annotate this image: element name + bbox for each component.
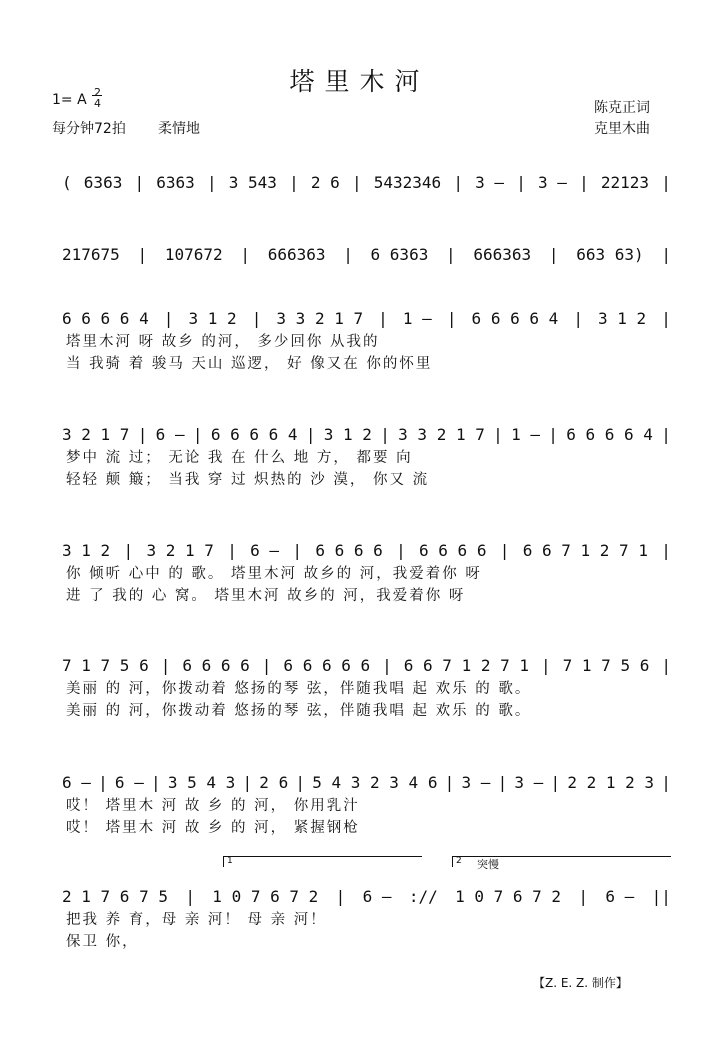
note-group: 6 – [62, 773, 91, 792]
barline: | [185, 887, 195, 906]
lyrics-text: 美丽 的 河，你拨动着 悠扬的琴 弦，伴随我唱 起 欢乐 的 歌。 [66, 681, 532, 697]
score-row [0, 645, 719, 745]
note-group: 1 – [511, 425, 540, 444]
lyrics-line-1 [66, 794, 669, 815]
score-row [0, 298, 719, 398]
note-group: 6 – [114, 773, 144, 792]
lyrics-line-2 [66, 816, 669, 837]
key-signature [52, 86, 101, 110]
barline: | [163, 309, 174, 328]
volta-2-label: 2 [456, 856, 462, 866]
barline: | [446, 245, 456, 264]
barline: | [192, 425, 203, 444]
page-title: 塔里木河 [289, 67, 430, 96]
barline: | [382, 656, 392, 675]
lyrics-text: 哎！ 塔里木 河 故 乡 的 河， 紧握钢枪 [66, 820, 360, 836]
barline: | [493, 425, 503, 444]
lyricist: 陈克正词 [594, 100, 650, 116]
time-sig-top: 2 [94, 86, 101, 99]
barline: | [123, 541, 134, 560]
note-group: 3 5 4 3 [167, 773, 236, 792]
lyrics-text: 美丽 的 河，你拨动着 悠扬的琴 弦，伴随我唱 起 欢乐 的 歌。 [66, 703, 532, 719]
barline: | [661, 173, 671, 192]
notes-line [62, 645, 671, 675]
note-group: 6 – [250, 541, 280, 560]
lyrics-line-2 [66, 699, 669, 720]
lyrics-text: 进 了 我的 心 窝。 塔里木河 故乡的 河，我爱着你 呀 [66, 588, 466, 604]
volta-2-bracket [452, 856, 671, 871]
watermark: 【Z. E. Z. 制作】 [533, 976, 628, 990]
barline: | [446, 309, 457, 328]
barline: | [251, 309, 262, 328]
barline: | [98, 773, 108, 792]
note-group: 6 6363 [370, 245, 429, 264]
barline: | [579, 173, 589, 192]
note-group: 666363 [267, 245, 326, 264]
barline: | [396, 541, 406, 560]
note-group: 6 6 6 6 4 [62, 309, 149, 328]
lyrics-line-2 [66, 468, 669, 489]
barline: | [292, 541, 302, 560]
note-group: 3 – [514, 773, 544, 792]
lyrics-text: 当 我骑 着 骏马 天山 巡逻， 好 像又在 你的怀里 [66, 356, 433, 372]
tempo: 每分钟72拍 [52, 121, 126, 137]
score-row [0, 876, 719, 976]
note-group: 3 543 [228, 173, 277, 192]
note-group: 1 0 7 6 7 2 [455, 887, 562, 906]
barline: | [444, 773, 455, 792]
barline: | [305, 425, 316, 444]
barline: | [661, 656, 671, 675]
lyrics-text: 轻轻 颠 簸； 当我 穿 过 炽热的 沙 漠， 你又 流 [66, 472, 430, 488]
note-group: 22123 [600, 173, 650, 192]
barline: | [261, 656, 272, 675]
barline: | [137, 245, 148, 264]
barline: | [227, 541, 237, 560]
note-group: 2 6 [259, 773, 289, 792]
barline: | [378, 309, 388, 328]
volta-1-label: 1 [227, 856, 233, 866]
note-group: 3 1 2 [188, 309, 237, 328]
barline: | [242, 773, 253, 792]
barline: | [295, 773, 306, 792]
barline: | [137, 425, 148, 444]
note-group: 2 2 1 2 3 [567, 773, 655, 792]
lyrics-line-1 [66, 562, 669, 583]
lyrics-text: 你 倾听 心中 的 歌。 塔里木河 故乡的 河，我爱着你 呀 [66, 566, 482, 582]
barline: | [548, 245, 559, 264]
lyrics-line-1 [66, 908, 669, 929]
barline: || [651, 887, 671, 906]
barline: | [548, 425, 558, 444]
score-row [0, 762, 719, 862]
note-group: 2 6 [310, 173, 340, 192]
note-group: 3 2 1 7 [146, 541, 214, 560]
score-row [0, 530, 719, 630]
barline: | [661, 309, 671, 328]
note-group: 7 1 7 5 6 [562, 656, 650, 675]
barline: | [497, 773, 508, 792]
note-group: 3 1 2 [323, 425, 372, 444]
notes-line [62, 414, 671, 444]
note-group: 3 2 1 7 [62, 425, 130, 444]
time-sig-line [92, 95, 102, 96]
key-label: 1= A [52, 92, 87, 108]
note-group: 5432346 [373, 173, 442, 192]
time-sig-bottom: 4 [94, 97, 101, 110]
ritardando-mark: 突慢 [477, 858, 499, 871]
note-group: 3 – [461, 773, 491, 792]
lyrics-line-2 [66, 352, 669, 373]
note-group: 7 1 7 5 6 [62, 656, 149, 675]
notes-line [62, 876, 671, 906]
note-group: 6 6 6 6 4 [566, 425, 653, 444]
note-group: 1 – [402, 309, 432, 328]
mood: 柔情地 [158, 121, 200, 137]
note-group: 1 0 7 6 7 2 [212, 887, 319, 906]
note-group: 3 – [475, 173, 505, 192]
notes-line [62, 762, 671, 792]
barline: :// [408, 887, 438, 906]
barline: | [351, 173, 362, 192]
notes-line [62, 298, 671, 328]
note-group: 5 4 3 2 3 4 6 [312, 773, 438, 792]
lyrics-line-2 [66, 930, 669, 951]
note-group: 3 – [538, 173, 567, 192]
note-group: 217675 [62, 245, 120, 264]
note-group: 6 6 6 6 [419, 541, 487, 560]
note-group: 2 1 7 6 7 5 [62, 887, 168, 906]
barline: | [516, 173, 526, 192]
barline: | [343, 245, 353, 264]
barline: | [661, 425, 671, 444]
lyrics-line-2 [66, 584, 669, 605]
note-group: 3 1 2 [598, 309, 647, 328]
barline: | [380, 425, 390, 444]
notes-line [62, 162, 671, 192]
lyrics-line-1 [66, 677, 669, 698]
note-group: 6 6 6 6 4 [471, 309, 559, 328]
barline: | [661, 773, 671, 792]
barline: | [661, 541, 671, 560]
barline: | [240, 245, 250, 264]
barline: | [573, 309, 583, 328]
barline: | [335, 887, 346, 906]
note-group: 3 3 2 1 7 [276, 309, 364, 328]
note-group: 6 – [605, 887, 635, 906]
note-group: 6363 [156, 173, 195, 192]
barline: | [289, 173, 299, 192]
lyrics-text: 保卫 你， [66, 934, 139, 950]
note-group: 666363 [473, 245, 532, 264]
barline: | [550, 773, 561, 792]
note-group: 6 6 7 1 2 7 1 [522, 541, 648, 560]
lyrics-text: 哎！ 塔里木 河 故 乡 的 河， 你用乳汁 [66, 798, 360, 814]
barline: | [453, 173, 463, 192]
lyrics-line-1 [66, 330, 669, 351]
composer: 克里木曲 [594, 121, 650, 137]
volta-1-bracket [223, 856, 422, 867]
note-group: 6 6 7 1 2 7 1 [403, 656, 529, 675]
lyrics-text: 把我 养 育，母 亲 河！ 母 亲 河！ [66, 912, 327, 928]
barline: | [499, 541, 510, 560]
barline: | [206, 173, 217, 192]
barline: | [578, 887, 589, 906]
note-group: 6 6 6 6 [315, 541, 383, 560]
barline: | [151, 773, 161, 792]
score-row [0, 414, 719, 514]
note-group: 3 3 2 1 7 [398, 425, 485, 444]
notes-line [62, 234, 671, 264]
note-group: 6 – [362, 887, 392, 906]
note-group: ( [62, 173, 72, 192]
note-group: 3 1 2 [62, 541, 111, 560]
lyrics-line-1 [66, 446, 669, 467]
note-group: 6 6 6 6 4 [210, 425, 298, 444]
note-group: 6 6 6 6 6 [283, 656, 371, 675]
barline: | [160, 656, 171, 675]
note-group: 107672 [164, 245, 223, 264]
notes-line [62, 530, 671, 560]
note-group: 6363 [83, 173, 123, 192]
barline: | [541, 656, 551, 675]
lyrics-text: 梦中 流 过； 无论 我 在 什么 地 方， 都要 向 [66, 450, 413, 466]
note-group: 663 63) [576, 245, 644, 264]
barline: | [661, 245, 671, 264]
barline: | [134, 173, 145, 192]
lyrics-text: 塔里木河 呀 故乡 的河， 多少回你 从我的 [66, 334, 380, 350]
note-group: 6 – [155, 425, 185, 444]
note-group: 6 6 6 6 [182, 656, 250, 675]
